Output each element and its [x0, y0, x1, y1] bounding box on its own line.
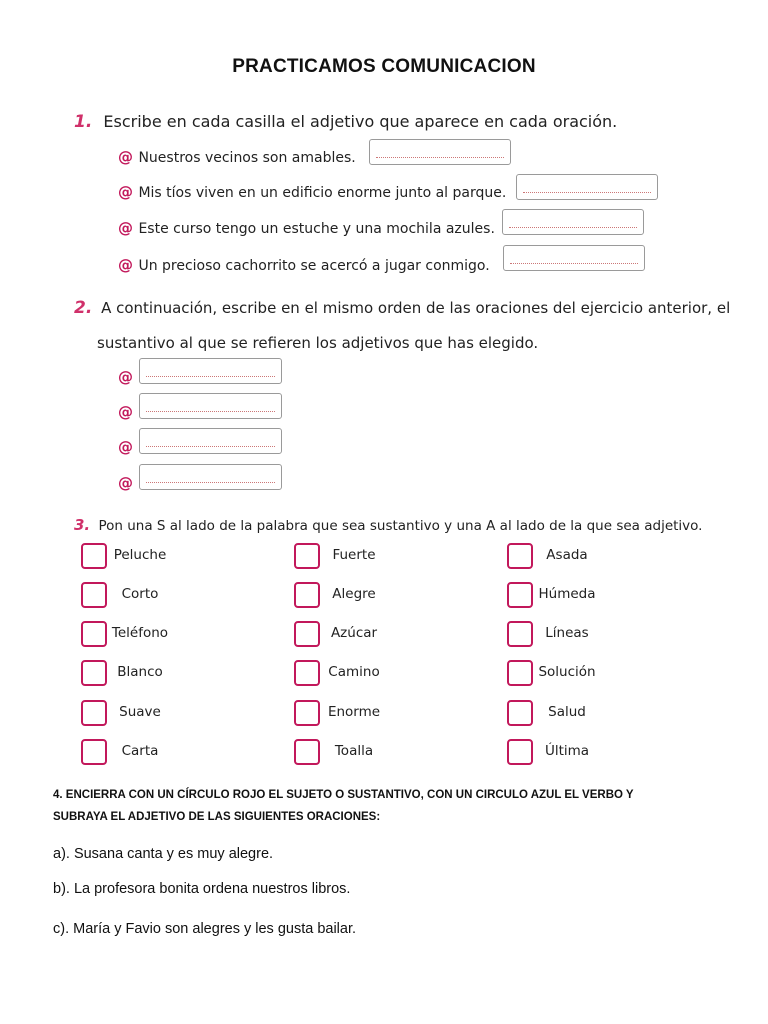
exercise-2-instruction-line2: sustantivo al que se refieren los adjetivos que has elegido.	[97, 334, 539, 352]
exercise-4-instruction	[53, 784, 733, 828]
word-toalla: Toalla	[334, 743, 374, 759]
exercise-4-instruction-line1: 4. ENCIERRA CON UN CÍRCULO ROJO EL SUJETO O SUSTANTIVO, CON UN CIRCULO AZUL EL VERBO Y	[53, 789, 634, 801]
word-lineas: Líneas	[545, 625, 589, 641]
exercise-3-number: 3.	[74, 516, 91, 534]
ex2-answer-box-2[interactable]	[139, 393, 282, 419]
exercise-1-instruction: Escribe en cada casilla el adjetivo que aparece en cada oración.	[103, 112, 618, 131]
ex1-sentence-text: Este curso tengo un estuche y una mochila azules.	[138, 221, 495, 237]
ex1-sentence-text: Un precioso cachorrito se acercó a jugar conmigo.	[138, 258, 490, 274]
ex1-answer-box-2[interactable]	[516, 174, 658, 200]
word-camino: Camino	[328, 664, 380, 680]
word-solucion: Solución	[538, 664, 596, 680]
word-carta: Carta	[121, 743, 159, 759]
exercise-2-instruction-line1: A continuación, escribe en el mismo orden de las oraciones del ejercicio anterior, el	[101, 299, 731, 317]
ex1-sentence-text: Mis tíos viven en un edificio enorme junto al parque.	[138, 185, 507, 201]
at-bullet-icon: @	[118, 219, 133, 237]
exercise-3-heading	[74, 516, 702, 534]
word-asada: Asada	[546, 547, 588, 563]
word-alegre: Alegre	[332, 586, 376, 602]
ex1-answer-box-4[interactable]	[503, 245, 645, 271]
ex1-sentence-1	[118, 148, 356, 166]
ex2-answer-box-4[interactable]	[139, 464, 282, 490]
ex2-answer-box-1[interactable]	[139, 358, 282, 384]
word-salud: Salud	[548, 704, 586, 720]
ex1-sentence-text: Nuestros vecinos son amables.	[138, 150, 356, 166]
ex1-sentence-4	[118, 256, 490, 274]
ex4-sentence-a: a). Susana canta y es muy alegre.	[53, 846, 274, 862]
ex4-sentence-b: b). La profesora bonita ordena nuestros libros.	[53, 881, 351, 897]
word-fuerte: Fuerte	[332, 547, 376, 563]
exercise-3-instruction: Pon una S al lado de la palabra que sea sustantivo y una A al lado de la que sea adjetivo.	[98, 518, 703, 534]
at-bullet-icon: @	[118, 148, 133, 166]
at-bullet-icon: @	[118, 403, 133, 421]
at-bullet-icon: @	[118, 438, 133, 456]
at-bullet-icon: @	[118, 256, 133, 274]
exercise-2-number: 2.	[74, 298, 93, 318]
at-bullet-icon: @	[118, 368, 133, 386]
word-enorme: Enorme	[327, 704, 381, 720]
exercise-2-heading	[74, 298, 730, 318]
word-corto: Corto	[121, 586, 159, 602]
ex1-sentence-3	[118, 219, 495, 237]
word-humeda: Húmeda	[538, 586, 596, 602]
word-azucar: Azúcar	[330, 625, 378, 641]
ex2-answer-box-3[interactable]	[139, 428, 282, 454]
exercise-1-number: 1.	[74, 112, 93, 132]
ex1-sentence-2	[118, 183, 506, 201]
at-bullet-icon: @	[118, 474, 133, 492]
exercise-4-instruction-line2: SUBRAYA EL ADJETIVO DE LAS SIGUIENTES ORACIONES:	[53, 811, 381, 823]
word-blanco: Blanco	[117, 664, 163, 680]
at-bullet-icon: @	[118, 183, 133, 201]
exercise-1-heading	[74, 112, 617, 132]
ex1-answer-box-3[interactable]	[502, 209, 644, 235]
ex4-sentence-c: c). María y Favio son alegres y les gusta bailar.	[53, 921, 357, 937]
word-ultima: Última	[544, 743, 590, 759]
ex1-answer-box-1[interactable]	[369, 139, 511, 165]
word-telefono: Teléfono	[111, 625, 169, 641]
page-title: PRACTICAMOS COMUNICACION	[232, 56, 536, 77]
word-suave: Suave	[119, 704, 161, 720]
word-peluche: Peluche	[113, 547, 167, 563]
